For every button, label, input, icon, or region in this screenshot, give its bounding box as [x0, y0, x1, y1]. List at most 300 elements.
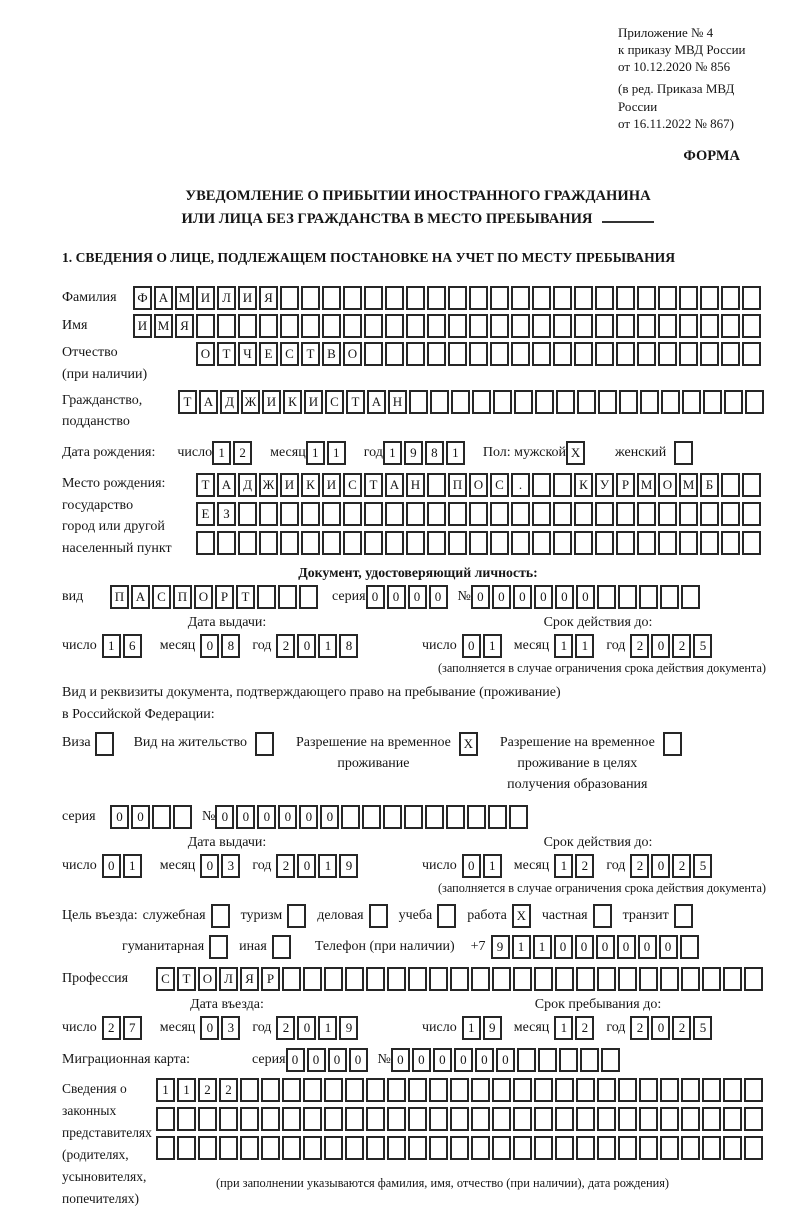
residence-permit-checkbox[interactable] — [255, 732, 274, 756]
char-cell[interactable]: 9 — [339, 854, 358, 878]
char-cell[interactable] — [700, 531, 719, 555]
char-cell[interactable] — [282, 1107, 301, 1131]
edu-permit-checkbox[interactable] — [663, 732, 682, 756]
char-cell[interactable]: 0 — [617, 935, 636, 959]
char-cell[interactable] — [430, 390, 449, 414]
char-cell[interactable]: 0 — [412, 1048, 431, 1072]
birth-place-cells-2[interactable] — [196, 502, 761, 526]
char-cell[interactable] — [366, 1078, 385, 1102]
firstname-cells[interactable] — [133, 314, 761, 338]
char-cell[interactable] — [679, 531, 698, 555]
identity-series-cells[interactable] — [366, 585, 448, 609]
char-cell[interactable] — [345, 1136, 364, 1160]
char-cell[interactable] — [553, 502, 572, 526]
char-cell[interactable]: И — [262, 390, 281, 414]
char-cell[interactable] — [471, 1078, 490, 1102]
char-cell[interactable]: З — [217, 502, 236, 526]
char-cell[interactable] — [369, 904, 388, 928]
char-cell[interactable] — [383, 805, 402, 829]
birth-place-cells-3[interactable] — [196, 531, 761, 555]
char-cell[interactable]: Р — [616, 473, 635, 497]
purpose-official-checkbox[interactable] — [211, 904, 230, 928]
char-cell[interactable] — [661, 390, 680, 414]
char-cell[interactable] — [301, 531, 320, 555]
char-cell[interactable]: 0 — [433, 1048, 452, 1072]
char-cell[interactable] — [532, 531, 551, 555]
char-cell[interactable] — [576, 1136, 595, 1160]
char-cell[interactable] — [700, 314, 719, 338]
identity-issue-day[interactable] — [102, 634, 142, 658]
char-cell[interactable] — [324, 1078, 343, 1102]
char-cell[interactable]: К — [574, 473, 593, 497]
char-cell[interactable] — [238, 314, 257, 338]
char-cell[interactable] — [513, 1078, 532, 1102]
char-cell[interactable] — [553, 473, 572, 497]
residence-valid-month[interactable] — [554, 854, 594, 878]
char-cell[interactable]: 0 — [215, 805, 234, 829]
char-cell[interactable]: X — [512, 904, 531, 928]
char-cell[interactable]: 0 — [429, 585, 448, 609]
char-cell[interactable]: 6 — [123, 634, 142, 658]
char-cell[interactable] — [196, 314, 215, 338]
char-cell[interactable] — [301, 286, 320, 310]
char-cell[interactable]: 0 — [110, 805, 129, 829]
char-cell[interactable] — [211, 904, 230, 928]
char-cell[interactable]: 0 — [297, 854, 316, 878]
char-cell[interactable] — [324, 967, 343, 991]
char-cell[interactable]: 0 — [555, 585, 574, 609]
profession-cells[interactable] — [156, 967, 763, 991]
char-cell[interactable]: 1 — [483, 854, 502, 878]
char-cell[interactable] — [601, 1048, 620, 1072]
char-cell[interactable] — [406, 314, 425, 338]
char-cell[interactable]: 2 — [630, 634, 649, 658]
char-cell[interactable] — [280, 531, 299, 555]
char-cell[interactable]: 2 — [276, 854, 295, 878]
char-cell[interactable] — [681, 1078, 700, 1102]
char-cell[interactable] — [576, 967, 595, 991]
char-cell[interactable] — [534, 1078, 553, 1102]
char-cell[interactable]: 0 — [278, 805, 297, 829]
char-cell[interactable]: 0 — [513, 585, 532, 609]
char-cell[interactable] — [639, 585, 658, 609]
char-cell[interactable]: 8 — [425, 441, 444, 465]
char-cell[interactable] — [660, 1107, 679, 1131]
char-cell[interactable]: 1 — [327, 441, 346, 465]
char-cell[interactable]: 0 — [200, 1016, 219, 1040]
char-cell[interactable]: 2 — [276, 634, 295, 658]
char-cell[interactable] — [490, 342, 509, 366]
char-cell[interactable]: П — [448, 473, 467, 497]
char-cell[interactable] — [639, 1107, 658, 1131]
char-cell[interactable] — [555, 1136, 574, 1160]
char-cell[interactable] — [95, 732, 114, 756]
char-cell[interactable]: О — [196, 342, 215, 366]
char-cell[interactable]: Д — [238, 473, 257, 497]
char-cell[interactable]: 2 — [219, 1078, 238, 1102]
char-cell[interactable] — [513, 1107, 532, 1131]
char-cell[interactable]: Н — [406, 473, 425, 497]
char-cell[interactable] — [517, 1048, 536, 1072]
char-cell[interactable] — [742, 286, 761, 310]
char-cell[interactable] — [724, 390, 743, 414]
char-cell[interactable] — [511, 502, 530, 526]
char-cell[interactable] — [303, 1107, 322, 1131]
char-cell[interactable]: И — [280, 473, 299, 497]
char-cell[interactable] — [532, 502, 551, 526]
char-cell[interactable] — [406, 286, 425, 310]
char-cell[interactable] — [287, 904, 306, 928]
residence-issue-month[interactable] — [200, 854, 240, 878]
char-cell[interactable] — [437, 904, 456, 928]
char-cell[interactable]: X — [459, 732, 478, 756]
char-cell[interactable] — [593, 904, 612, 928]
char-cell[interactable] — [744, 1136, 763, 1160]
char-cell[interactable] — [616, 531, 635, 555]
char-cell[interactable] — [240, 1136, 259, 1160]
char-cell[interactable] — [639, 967, 658, 991]
char-cell[interactable] — [406, 342, 425, 366]
char-cell[interactable] — [680, 935, 699, 959]
char-cell[interactable] — [219, 1107, 238, 1131]
char-cell[interactable]: Я — [259, 286, 278, 310]
migration-series-cells[interactable] — [286, 1048, 368, 1072]
identity-issue-month[interactable] — [200, 634, 240, 658]
char-cell[interactable] — [616, 342, 635, 366]
char-cell[interactable] — [362, 805, 381, 829]
char-cell[interactable] — [209, 935, 228, 959]
residence-series-cells[interactable] — [110, 805, 192, 829]
char-cell[interactable]: 0 — [307, 1048, 326, 1072]
residence-valid-year[interactable] — [630, 854, 712, 878]
char-cell[interactable]: 2 — [672, 634, 691, 658]
char-cell[interactable]: 0 — [651, 634, 670, 658]
char-cell[interactable]: 0 — [200, 634, 219, 658]
char-cell[interactable] — [639, 1078, 658, 1102]
char-cell[interactable] — [532, 314, 551, 338]
char-cell[interactable] — [723, 1136, 742, 1160]
char-cell[interactable] — [679, 502, 698, 526]
char-cell[interactable] — [509, 805, 528, 829]
char-cell[interactable] — [238, 531, 257, 555]
char-cell[interactable] — [580, 1048, 599, 1072]
char-cell[interactable]: 2 — [276, 1016, 295, 1040]
char-cell[interactable]: 1 — [156, 1078, 175, 1102]
char-cell[interactable] — [658, 342, 677, 366]
char-cell[interactable]: 0 — [554, 935, 573, 959]
char-cell[interactable] — [682, 390, 701, 414]
char-cell[interactable]: С — [280, 342, 299, 366]
char-cell[interactable] — [532, 342, 551, 366]
char-cell[interactable] — [427, 342, 446, 366]
char-cell[interactable] — [472, 390, 491, 414]
char-cell[interactable]: А — [154, 286, 173, 310]
purpose-work-checkbox[interactable] — [512, 904, 531, 928]
representatives-cells-2[interactable] — [156, 1107, 763, 1131]
char-cell[interactable] — [618, 585, 637, 609]
char-cell[interactable]: Л — [219, 967, 238, 991]
char-cell[interactable]: Т — [364, 473, 383, 497]
char-cell[interactable] — [534, 1136, 553, 1160]
char-cell[interactable] — [492, 1107, 511, 1131]
char-cell[interactable]: 0 — [102, 854, 121, 878]
char-cell[interactable]: А — [131, 585, 150, 609]
char-cell[interactable] — [513, 1136, 532, 1160]
char-cell[interactable] — [639, 1136, 658, 1160]
char-cell[interactable] — [301, 502, 320, 526]
char-cell[interactable] — [555, 967, 574, 991]
char-cell[interactable]: О — [198, 967, 217, 991]
char-cell[interactable] — [471, 967, 490, 991]
char-cell[interactable] — [450, 1136, 469, 1160]
temp-permit-checkbox[interactable] — [459, 732, 478, 756]
char-cell[interactable] — [637, 531, 656, 555]
char-cell[interactable] — [595, 314, 614, 338]
char-cell[interactable] — [556, 390, 575, 414]
identity-number-cells[interactable] — [471, 585, 700, 609]
char-cell[interactable] — [446, 805, 465, 829]
char-cell[interactable]: 0 — [349, 1048, 368, 1072]
char-cell[interactable] — [364, 286, 383, 310]
char-cell[interactable] — [534, 1107, 553, 1131]
char-cell[interactable]: 5 — [693, 854, 712, 878]
char-cell[interactable]: 5 — [693, 634, 712, 658]
char-cell[interactable]: А — [385, 473, 404, 497]
char-cell[interactable] — [387, 1107, 406, 1131]
char-cell[interactable] — [681, 1136, 700, 1160]
representatives-cells-3[interactable] — [156, 1136, 763, 1160]
char-cell[interactable]: 0 — [651, 854, 670, 878]
char-cell[interactable] — [595, 531, 614, 555]
char-cell[interactable] — [257, 585, 276, 609]
char-cell[interactable]: 1 — [554, 854, 573, 878]
char-cell[interactable]: 0 — [454, 1048, 473, 1072]
char-cell[interactable] — [538, 1048, 557, 1072]
char-cell[interactable] — [744, 967, 763, 991]
char-cell[interactable]: М — [154, 314, 173, 338]
purpose-tourism-checkbox[interactable] — [287, 904, 306, 928]
char-cell[interactable] — [156, 1107, 175, 1131]
patronymic-cells[interactable] — [196, 342, 761, 366]
char-cell[interactable]: 0 — [391, 1048, 410, 1072]
char-cell[interactable] — [219, 1136, 238, 1160]
char-cell[interactable]: 2 — [575, 1016, 594, 1040]
char-cell[interactable]: Ж — [259, 473, 278, 497]
char-cell[interactable]: 2 — [672, 1016, 691, 1040]
char-cell[interactable] — [177, 1136, 196, 1160]
char-cell[interactable] — [616, 314, 635, 338]
char-cell[interactable] — [343, 502, 362, 526]
char-cell[interactable] — [343, 286, 362, 310]
char-cell[interactable]: И — [322, 473, 341, 497]
char-cell[interactable] — [406, 531, 425, 555]
char-cell[interactable]: К — [283, 390, 302, 414]
char-cell[interactable] — [448, 342, 467, 366]
char-cell[interactable] — [681, 585, 700, 609]
identity-valid-year[interactable] — [630, 634, 712, 658]
char-cell[interactable] — [597, 1078, 616, 1102]
char-cell[interactable]: 1 — [212, 441, 231, 465]
char-cell[interactable]: 2 — [630, 854, 649, 878]
char-cell[interactable] — [637, 286, 656, 310]
char-cell[interactable] — [660, 1078, 679, 1102]
char-cell[interactable] — [742, 314, 761, 338]
birth-day-cells[interactable] — [212, 441, 252, 465]
char-cell[interactable] — [387, 967, 406, 991]
char-cell[interactable] — [577, 390, 596, 414]
char-cell[interactable] — [511, 314, 530, 338]
char-cell[interactable] — [450, 1107, 469, 1131]
char-cell[interactable]: А — [199, 390, 218, 414]
char-cell[interactable]: Е — [196, 502, 215, 526]
char-cell[interactable] — [261, 1078, 280, 1102]
char-cell[interactable] — [490, 502, 509, 526]
identity-valid-day[interactable] — [462, 634, 502, 658]
char-cell[interactable] — [152, 805, 171, 829]
char-cell[interactable] — [427, 314, 446, 338]
char-cell[interactable]: М — [679, 473, 698, 497]
char-cell[interactable] — [742, 473, 761, 497]
char-cell[interactable]: 0 — [471, 585, 490, 609]
char-cell[interactable] — [618, 1136, 637, 1160]
char-cell[interactable] — [723, 1078, 742, 1102]
char-cell[interactable] — [553, 342, 572, 366]
char-cell[interactable]: Т — [346, 390, 365, 414]
char-cell[interactable]: Я — [240, 967, 259, 991]
char-cell[interactable] — [637, 314, 656, 338]
char-cell[interactable] — [343, 531, 362, 555]
stay-year[interactable] — [630, 1016, 712, 1040]
char-cell[interactable] — [745, 390, 764, 414]
char-cell[interactable]: 0 — [596, 935, 615, 959]
char-cell[interactable]: У — [595, 473, 614, 497]
char-cell[interactable] — [674, 904, 693, 928]
char-cell[interactable]: 0 — [651, 1016, 670, 1040]
char-cell[interactable] — [217, 531, 236, 555]
char-cell[interactable]: 0 — [236, 805, 255, 829]
char-cell[interactable] — [469, 531, 488, 555]
char-cell[interactable] — [429, 1136, 448, 1160]
surname-cells[interactable] — [133, 286, 761, 310]
char-cell[interactable]: А — [367, 390, 386, 414]
char-cell[interactable] — [574, 286, 593, 310]
char-cell[interactable] — [574, 502, 593, 526]
char-cell[interactable]: Д — [220, 390, 239, 414]
char-cell[interactable] — [511, 531, 530, 555]
char-cell[interactable] — [364, 342, 383, 366]
char-cell[interactable] — [408, 967, 427, 991]
char-cell[interactable] — [469, 314, 488, 338]
char-cell[interactable] — [366, 967, 385, 991]
char-cell[interactable] — [385, 314, 404, 338]
char-cell[interactable] — [196, 531, 215, 555]
char-cell[interactable] — [156, 1136, 175, 1160]
char-cell[interactable] — [595, 286, 614, 310]
char-cell[interactable] — [721, 531, 740, 555]
purpose-humanitarian-checkbox[interactable] — [209, 935, 228, 959]
residence-valid-day[interactable] — [462, 854, 502, 878]
char-cell[interactable]: 0 — [534, 585, 553, 609]
char-cell[interactable] — [240, 1078, 259, 1102]
char-cell[interactable]: 0 — [387, 585, 406, 609]
char-cell[interactable]: О — [658, 473, 677, 497]
char-cell[interactable]: 0 — [575, 935, 594, 959]
char-cell[interactable]: 0 — [638, 935, 657, 959]
char-cell[interactable] — [272, 935, 291, 959]
char-cell[interactable] — [597, 967, 616, 991]
char-cell[interactable]: 1 — [512, 935, 531, 959]
purpose-other-checkbox[interactable] — [272, 935, 291, 959]
char-cell[interactable] — [280, 286, 299, 310]
char-cell[interactable] — [322, 531, 341, 555]
char-cell[interactable] — [618, 1107, 637, 1131]
char-cell[interactable]: 2 — [630, 1016, 649, 1040]
char-cell[interactable] — [198, 1107, 217, 1131]
char-cell[interactable] — [535, 390, 554, 414]
char-cell[interactable]: Т — [301, 342, 320, 366]
char-cell[interactable] — [703, 390, 722, 414]
char-cell[interactable]: 8 — [339, 634, 358, 658]
char-cell[interactable]: 0 — [299, 805, 318, 829]
char-cell[interactable] — [303, 967, 322, 991]
char-cell[interactable] — [660, 1136, 679, 1160]
char-cell[interactable] — [574, 342, 593, 366]
char-cell[interactable]: 1 — [575, 634, 594, 658]
char-cell[interactable] — [322, 502, 341, 526]
char-cell[interactable]: Л — [217, 286, 236, 310]
char-cell[interactable] — [616, 286, 635, 310]
char-cell[interactable] — [511, 286, 530, 310]
char-cell[interactable] — [598, 390, 617, 414]
char-cell[interactable] — [553, 286, 572, 310]
char-cell[interactable]: И — [196, 286, 215, 310]
purpose-private-checkbox[interactable] — [593, 904, 612, 928]
char-cell[interactable] — [406, 502, 425, 526]
char-cell[interactable] — [427, 286, 446, 310]
phone-cells[interactable] — [491, 935, 699, 959]
char-cell[interactable] — [198, 1136, 217, 1160]
char-cell[interactable]: 1 — [554, 634, 573, 658]
char-cell[interactable]: И — [304, 390, 323, 414]
birth-place-cells-1[interactable] — [196, 473, 761, 497]
char-cell[interactable]: 9 — [483, 1016, 502, 1040]
char-cell[interactable] — [471, 1107, 490, 1131]
char-cell[interactable]: 8 — [221, 634, 240, 658]
char-cell[interactable] — [324, 1107, 343, 1131]
char-cell[interactable]: 3 — [221, 1016, 240, 1040]
char-cell[interactable] — [259, 502, 278, 526]
char-cell[interactable]: 1 — [446, 441, 465, 465]
char-cell[interactable]: Т — [236, 585, 255, 609]
char-cell[interactable]: 1 — [318, 634, 337, 658]
char-cell[interactable]: О — [469, 473, 488, 497]
char-cell[interactable] — [553, 314, 572, 338]
char-cell[interactable] — [469, 502, 488, 526]
char-cell[interactable] — [681, 967, 700, 991]
char-cell[interactable] — [303, 1078, 322, 1102]
char-cell[interactable] — [660, 967, 679, 991]
char-cell[interactable]: С — [343, 473, 362, 497]
char-cell[interactable]: Р — [215, 585, 234, 609]
char-cell[interactable] — [742, 531, 761, 555]
char-cell[interactable] — [679, 286, 698, 310]
char-cell[interactable]: С — [152, 585, 171, 609]
char-cell[interactable] — [278, 585, 297, 609]
char-cell[interactable]: П — [110, 585, 129, 609]
char-cell[interactable] — [679, 314, 698, 338]
char-cell[interactable]: Ж — [241, 390, 260, 414]
char-cell[interactable] — [616, 502, 635, 526]
